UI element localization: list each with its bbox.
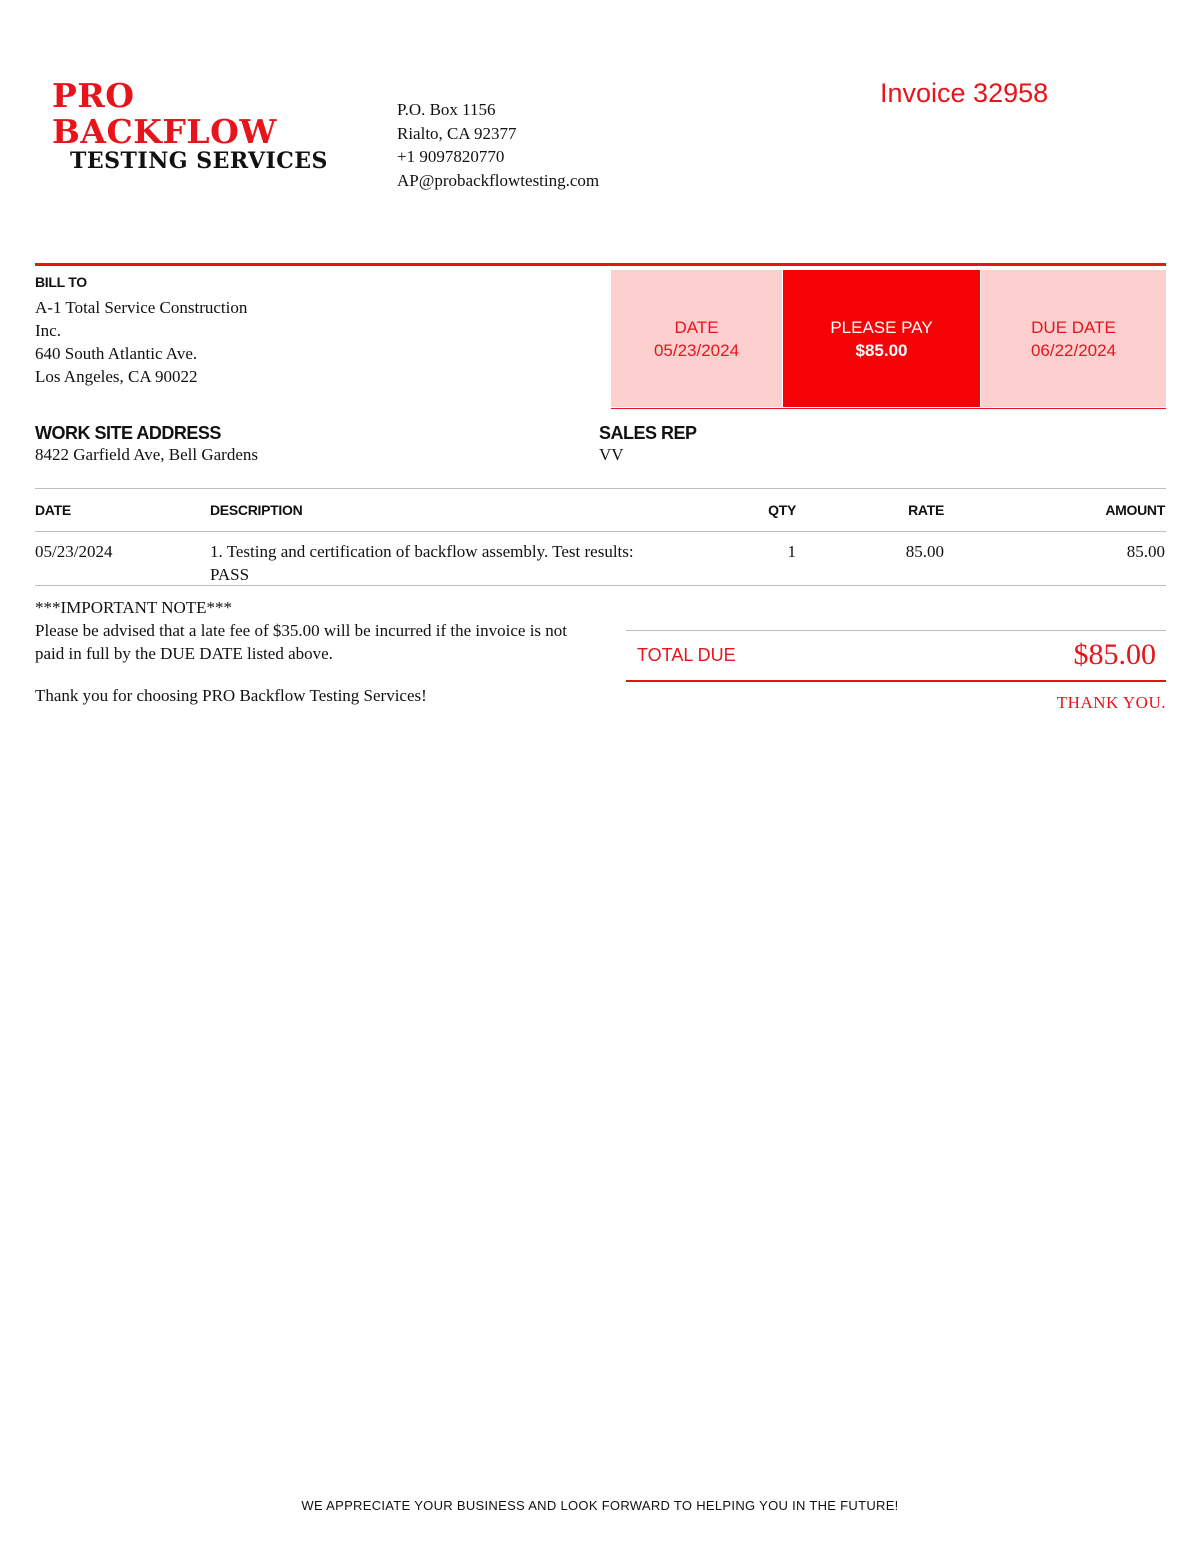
summary-date [611,270,782,407]
bill-to-line: Los Angeles, CA 90022 [35,367,198,386]
row-qty: 1 [787,542,796,561]
column-header-amount: AMOUNT [1105,502,1165,518]
table-header-divider [35,531,1166,532]
logo-line2: TESTING SERVICES [70,148,328,174]
footer-message: WE APPRECIATE YOUR BUSINESS AND LOOK FORWARD TO HELPING YOU IN THE FUTURE! [301,1498,899,1513]
sales-rep-label: SALES REP [599,423,697,443]
table-top-divider [35,488,1166,489]
work-site-label: WORK SITE ADDRESS [35,423,221,443]
thank-you-text: THANK YOU. [1056,693,1166,712]
please-pay-label: PLEASE PAY [830,318,933,337]
please-pay-amount: $85.00 [855,341,908,360]
bill-to-address [35,296,247,388]
summary-date-value: 05/23/2024 [653,341,740,360]
summary-date-label: DATE [674,318,719,337]
due-date-label: DUE DATE [1031,318,1116,337]
column-header-qty: QTY [768,502,796,518]
bill-to-line: 640 South Atlantic Ave. [35,344,198,363]
row-description: 1. Testing and certification of backflow assembly. Test results: PASS [210,542,634,584]
header-divider [35,263,1166,266]
invoice-title: Invoice 32958 [880,78,1049,108]
work-site-value: 8422 Garfield Ave, Bell Gardens [35,445,258,464]
invoice-summary [611,270,1166,409]
row-rate: 85.00 [905,542,944,561]
company-address-line: P.O. Box 1156 [397,100,496,119]
total-bottom-divider [626,680,1166,682]
sales-rep-value: VV [599,445,624,464]
row-date: 05/23/2024 [35,542,113,561]
total-top-divider [626,630,1166,631]
company-email: AP@probackflowtesting.com [397,170,600,190]
important-note [35,596,595,665]
due-date-value: 06/22/2024 [1030,341,1117,360]
row-amount: 85.00 [1126,542,1165,561]
summary-please-pay [783,270,980,407]
company-logo [52,78,362,172]
company-phone: +1 9097820770 [397,147,505,166]
column-header-date: DATE [35,502,71,518]
table-bottom-divider [35,585,1166,586]
column-header-rate: RATE [908,502,944,518]
column-header-description: DESCRIPTION [210,502,303,518]
thanks-message: Thank you for choosing PRO Backflow Testing Services! [35,686,427,705]
company-address [397,98,599,192]
note-body: Please be advised that a late fee of $35.00 will be incurred if the invoice is not paid in full by the DUE DATE listed above. [35,621,568,663]
logo-line1: PRO BACKFLOW [52,76,277,151]
company-address-line: Rialto, CA 92377 [397,123,517,143]
summary-due-date [981,270,1166,407]
total-due-amount: $85.00 [1073,638,1156,671]
bill-to-label: BILL TO [35,274,87,290]
bill-to-line: A-1 Total Service Construction [35,298,248,317]
bill-to-line: Inc. [35,321,61,340]
total-due-label: TOTAL DUE [637,645,736,665]
note-title: ***IMPORTANT NOTE*** [35,598,233,617]
